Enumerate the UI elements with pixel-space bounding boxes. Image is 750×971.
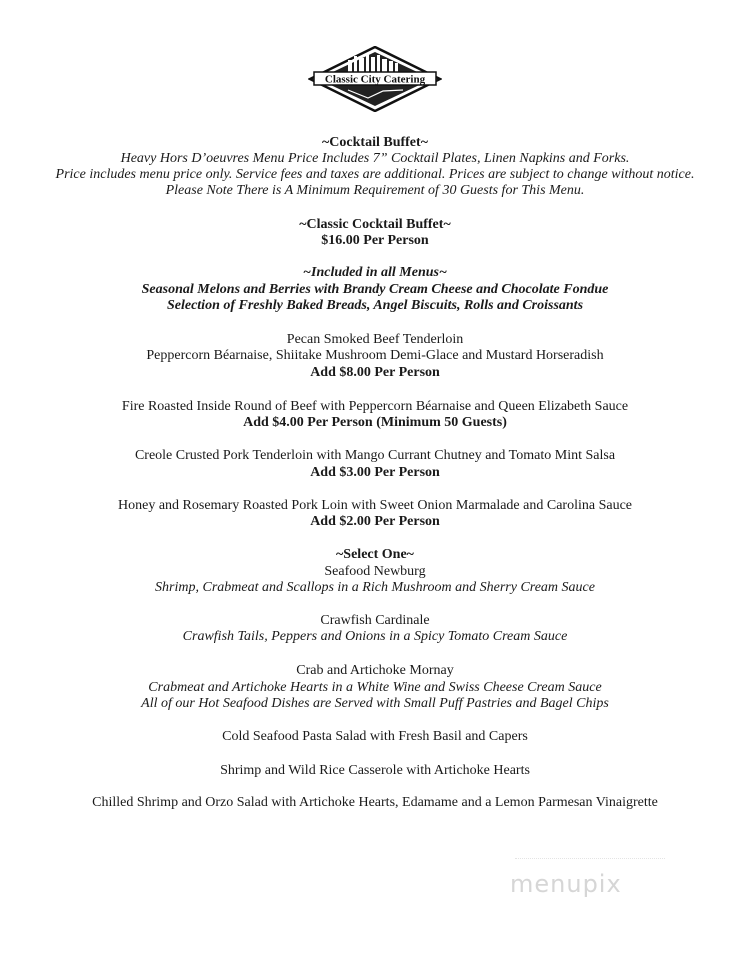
- menu-item-line: Chilled Shrimp and Orzo Salad with Artichoke Hearts, Edamame and a Lemon Parmesan Vinaigrette: [92, 795, 658, 810]
- menu-description-line: Please Note There is A Minimum Requirement of 30 Guests for This Menu.: [165, 183, 585, 198]
- menu-heading-line: ~Included in all Menus~: [303, 265, 447, 280]
- menu-heading-line: Add $2.00 Per Person: [310, 514, 440, 529]
- menu-heading-line: Add $3.00 Per Person: [310, 465, 440, 480]
- menu-description-line: Heavy Hors D’oeuvres Menu Price Includes 7” Cocktail Plates, Linen Napkins and Forks.: [120, 151, 630, 166]
- menu-description-line: Crabmeat and Artichoke Hearts in a White Wine and Swiss Cheese Cream Sauce: [148, 680, 602, 695]
- menu-heading-line: $16.00 Per Person: [321, 233, 429, 248]
- menu-description-line: All of our Hot Seafood Dishes are Served with Small Puff Pastries and Bagel Chips: [141, 696, 609, 711]
- menu-heading-line: ~Select One~: [336, 547, 414, 562]
- svg-text:Classic City Catering: Classic City Catering: [324, 73, 426, 86]
- menu-heading-line: Seasonal Melons and Berries with Brandy Cream Cheese and Chocolate Fondue: [141, 282, 609, 297]
- menu-heading-line: Selection of Freshly Baked Breads, Angel Biscuits, Rolls and Croissants: [166, 298, 584, 313]
- menu-description-line: Crawfish Tails, Peppers and Onions in a Spicy Tomato Cream Sauce: [182, 629, 568, 644]
- menu-item-line: Shrimp and Wild Rice Casserole with Artichoke Hearts: [220, 763, 530, 778]
- watermark-divider: [515, 858, 665, 859]
- menu-item-line: Seafood Newburg: [324, 564, 426, 579]
- menu-item-line: Cold Seafood Pasta Salad with Fresh Basil and Capers: [222, 729, 528, 744]
- menu-heading-line: Add $4.00 Per Person (Minimum 50 Guests): [243, 415, 507, 430]
- menu-item-line: Creole Crusted Pork Tenderloin with Mango Currant Chutney and Tomato Mint Salsa: [134, 448, 616, 463]
- menu-heading-line: ~Cocktail Buffet~: [322, 135, 428, 150]
- menupix-watermark: menupix: [510, 870, 622, 898]
- menu-item-line: Crawfish Cardinale: [320, 613, 430, 628]
- menu-item-line: Honey and Rosemary Roasted Pork Loin with Sweet Onion Marmalade and Carolina Sauce: [118, 498, 632, 513]
- menu-heading-line: Add $8.00 Per Person: [310, 365, 440, 380]
- menu-description-line: Price includes menu price only. Service fees and taxes are additional. Prices are subject to change without notice.: [55, 167, 695, 182]
- classic-city-catering-logo: [308, 46, 442, 112]
- menu-description-line: Shrimp, Crabmeat and Scallops in a Rich Mushroom and Sherry Cream Sauce: [155, 580, 595, 595]
- menu-item-line: Crab and Artichoke Mornay: [296, 663, 454, 678]
- menu-heading-line: ~Classic Cocktail Buffet~: [299, 217, 451, 232]
- menu-item-line: Pecan Smoked Beef Tenderloin: [286, 332, 464, 347]
- menu-item-line: Peppercorn Béarnaise, Shiitake Mushroom Demi-Glace and Mustard Horseradish: [146, 348, 604, 363]
- menu-item-line: Fire Roasted Inside Round of Beef with Peppercorn Béarnaise and Queen Elizabeth Sauce: [121, 399, 629, 414]
